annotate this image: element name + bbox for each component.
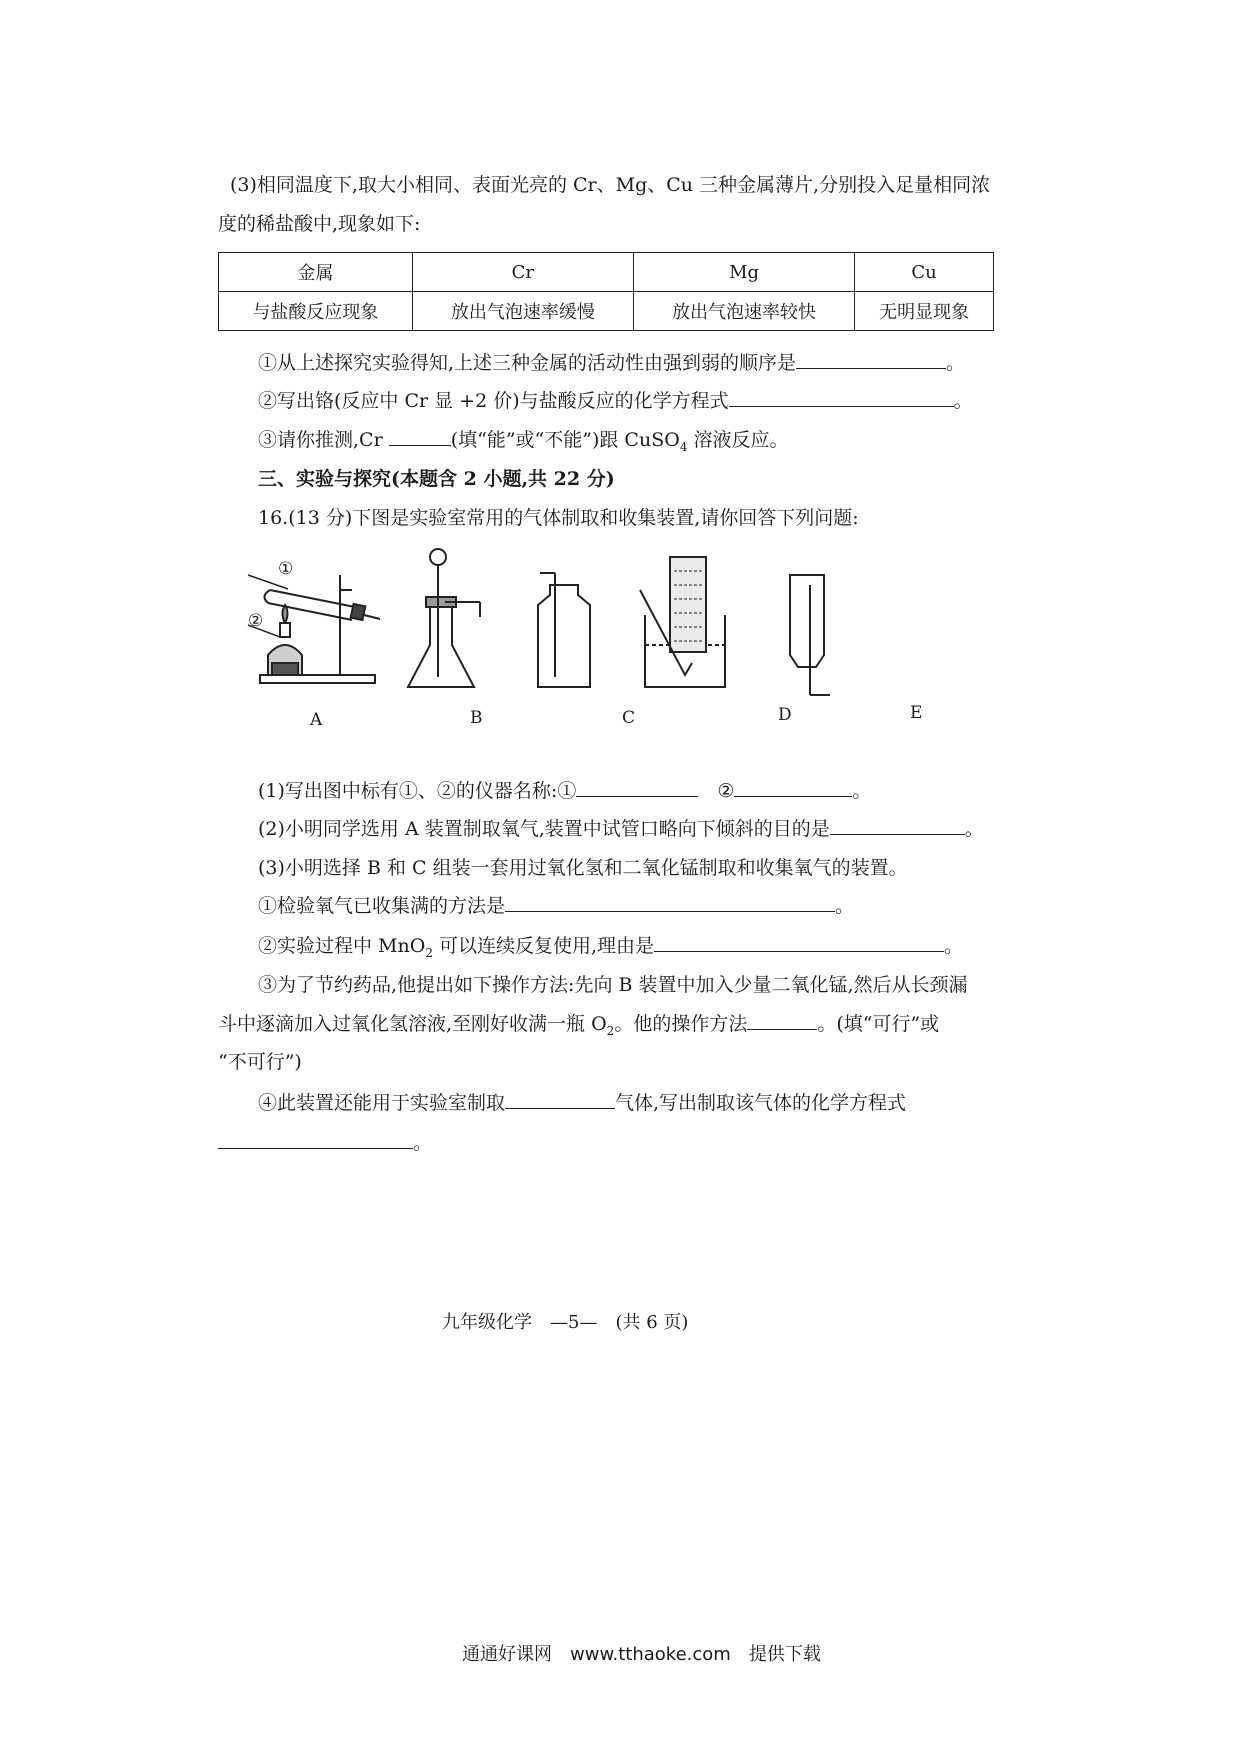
- q3-sub3-text-a: ③请你推测,Cr: [258, 429, 383, 451]
- subscript: 2: [606, 1023, 615, 1038]
- table-cell: 与盐酸反应现象: [219, 292, 413, 331]
- q16-part1-text: (1)写出图中标有①、②的仪器名称:①: [258, 780, 577, 802]
- q3-sub2: [258, 388, 973, 414]
- q16-part3-4-text-a: ④此装置还能用于实验室制取: [258, 1092, 506, 1114]
- table-cell: 放出气泡速率缓慢: [412, 292, 633, 331]
- table-row: [219, 253, 994, 292]
- q3-sub2-end: 。: [953, 390, 973, 412]
- table-header-cell: Mg: [633, 253, 854, 292]
- table-cell: 无明显现象: [855, 292, 994, 331]
- apparatus-svg: [230, 545, 970, 735]
- answer-blank[interactable]: [729, 388, 954, 407]
- q3-sub3-text-c: 溶液反应。: [687, 429, 789, 451]
- q16-part3-3-text-b: 。他的操作方法: [614, 1013, 748, 1035]
- q3-intro-line1: (3)相同温度下,取大小相同、表面光亮的 Cr、Mg、Cu 三种金属薄片,分别投入足量相同浓: [230, 174, 991, 196]
- answer-blank[interactable]: [389, 427, 451, 446]
- q16-part3-3-text-a: 斗中逐滴加入过氧化氢溶液,至刚好收满一瓶 O: [218, 1013, 607, 1035]
- q16-part3-4: [258, 1090, 906, 1116]
- q16-part3-4-end: 。: [413, 1132, 433, 1154]
- q16-intro: 16.(13 分)下图是实验室常用的气体制取和收集装置,请你回答下列问题:: [258, 507, 859, 529]
- q16-part3-4-text-b: 气体,写出制取该气体的化学方程式: [615, 1092, 907, 1114]
- subscript: 2: [425, 945, 433, 960]
- q16-part1: [258, 778, 871, 804]
- q16-part3-3-line3: “不可行”): [218, 1051, 302, 1073]
- q16-part2: [258, 816, 984, 842]
- answer-blank[interactable]: [654, 933, 944, 952]
- q16-part3-1: [258, 893, 854, 919]
- q16-part3-2-end: 。: [944, 935, 964, 957]
- answer-blank[interactable]: [218, 1130, 413, 1149]
- q3-sub1: [258, 350, 965, 376]
- answer-blank[interactable]: [505, 893, 835, 912]
- q16-part2-text: (2)小明同学选用 A 装置制取氧气,装置中试管口略向下倾斜的目的是: [258, 818, 830, 840]
- answer-blank[interactable]: [796, 350, 946, 369]
- q16-part1-end: 。: [852, 780, 872, 802]
- subscript: 4: [679, 439, 688, 454]
- diagram-label-d: D: [778, 705, 792, 725]
- answer-blank[interactable]: [505, 1090, 615, 1109]
- q16-part1-marker2: ②: [717, 780, 735, 802]
- diagram-label-c: C: [622, 708, 636, 728]
- apparatus-diagram: [230, 545, 970, 735]
- q3-sub3: [258, 427, 789, 460]
- metals-table: [218, 252, 994, 331]
- answer-blank[interactable]: [576, 778, 698, 797]
- answer-blank[interactable]: [830, 816, 965, 835]
- q3-sub2-text: ②写出铬(反应中 Cr 显 +2 价)与盐酸反应的化学方程式: [258, 390, 729, 412]
- q16-part3-4-line2: [218, 1130, 432, 1156]
- answer-blank[interactable]: [734, 778, 852, 797]
- q3-intro-line2: 度的稀盐酸中,现象如下:: [218, 213, 421, 235]
- table-row: [219, 292, 994, 331]
- apparatus-a: [248, 575, 380, 683]
- q16-part3-2-text-b: 可以连续反复使用,理由是: [432, 935, 655, 957]
- download-credit: 通通好课网 www.tthaoke.com 提供下载: [462, 1644, 821, 1665]
- page-footer: 九年级化学 —5— (共 6 页): [442, 1312, 689, 1333]
- table-header-cell: Cu: [855, 253, 994, 292]
- q16-part2-end: 。: [964, 818, 984, 840]
- marker-1: ①: [278, 559, 294, 579]
- diagram-label-a: A: [310, 710, 323, 730]
- q3-sub1-text: ①从上述探究实验得知,上述三种金属的活动性由强到弱的顺序是: [258, 352, 797, 374]
- q16-part3: (3)小明选择 B 和 C 组装一套用过氧化氢和二氧化锰制取和收集氧气的装置。: [258, 857, 908, 879]
- q16-part3-3-line1: ③为了节约药品,他提出如下操作方法:先向 B 装置中加入少量二氧化锰,然后从长颈漏: [258, 974, 968, 996]
- q16-part3-1-end: 。: [835, 895, 855, 917]
- diagram-label-e: E: [910, 703, 923, 723]
- apparatus-e: [790, 575, 830, 695]
- apparatus-d: [640, 557, 725, 687]
- q16-part3-1-text: ①检验氧气已收集满的方法是: [258, 895, 506, 917]
- q16-part3-2: [258, 933, 963, 966]
- q16-part3-3-line2: [218, 1011, 939, 1044]
- table-cell: 放出气泡速率较快: [633, 292, 854, 331]
- q3-sub1-end: 。: [946, 352, 966, 374]
- table-header-cell: Cr: [412, 253, 633, 292]
- answer-blank[interactable]: [747, 1011, 817, 1030]
- q16-part3-3-text-c: 。(填“可行”或: [817, 1013, 940, 1035]
- diagram-label-b: B: [470, 708, 483, 728]
- table-header-cell: 金属: [219, 253, 413, 292]
- section-title: 三、实验与探究(本题含 2 小题,共 22 分): [258, 468, 615, 490]
- q3-sub3-text-b: (填“能”或“不能”)跟 CuSO: [450, 429, 680, 451]
- q16-part3-2-text-a: ②实验过程中 MnO: [258, 935, 426, 957]
- apparatus-c: [538, 573, 590, 687]
- apparatus-b: [408, 549, 480, 687]
- marker-2: ②: [248, 611, 264, 631]
